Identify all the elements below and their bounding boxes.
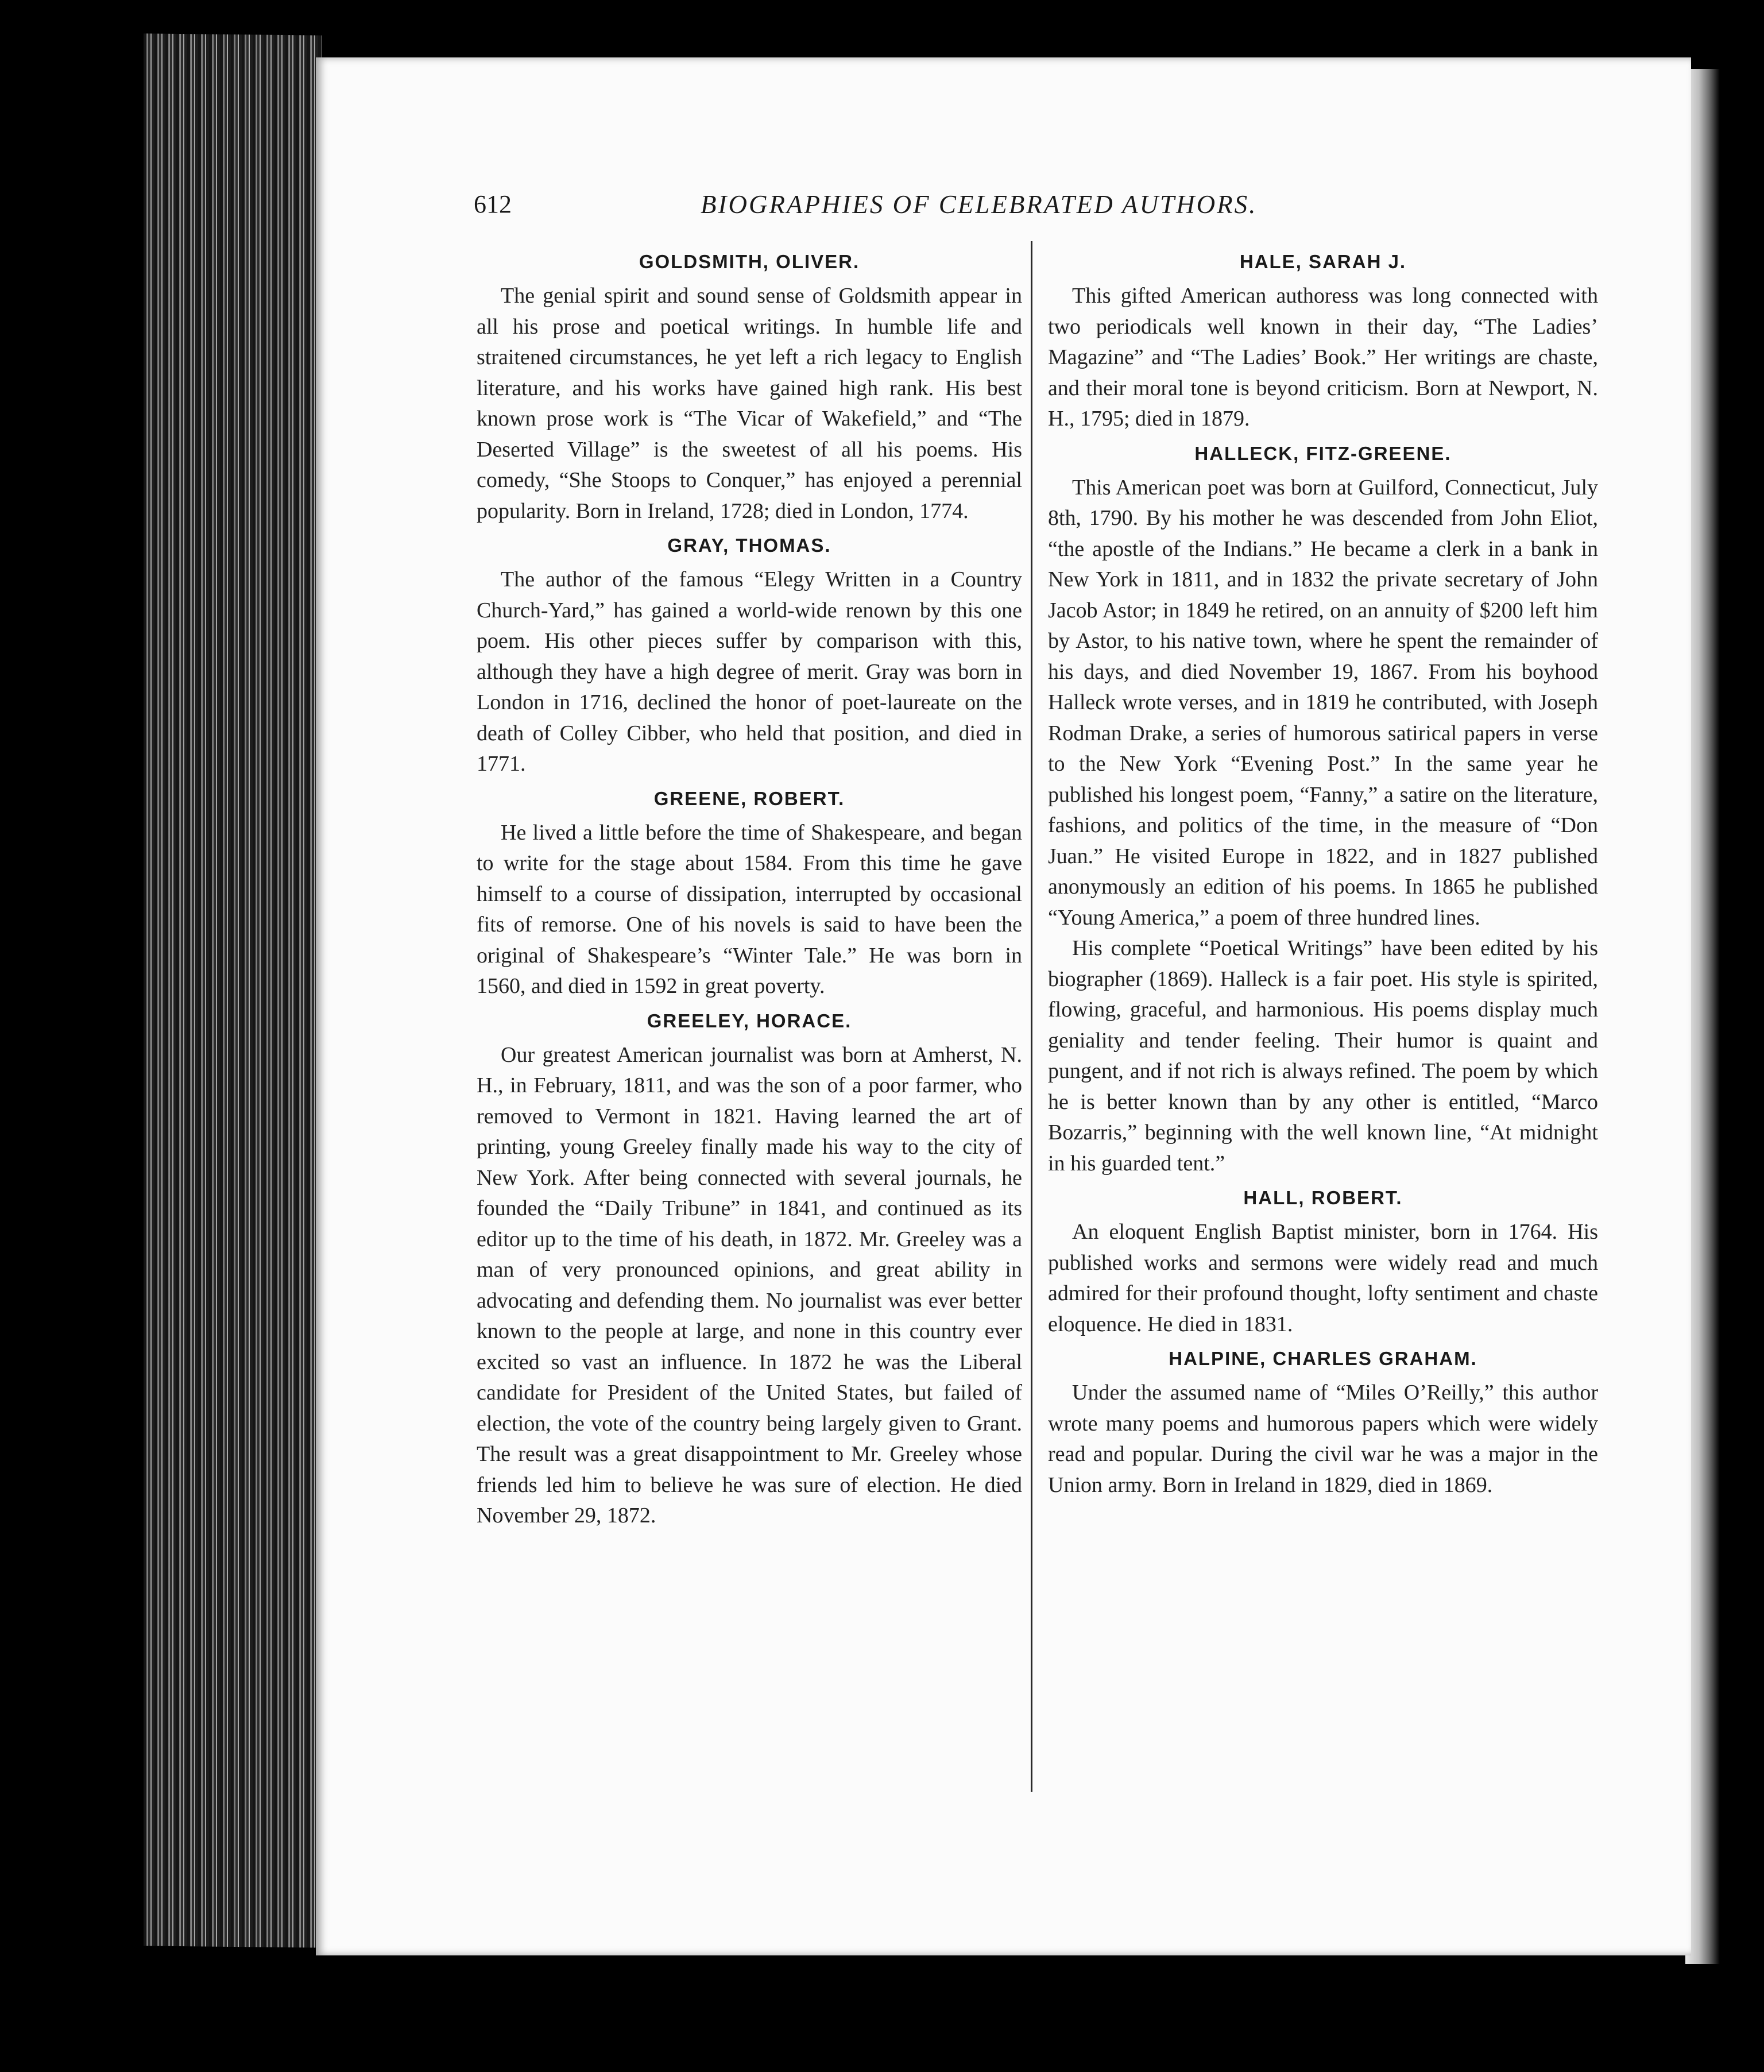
entry-text: Under the assumed name of “Miles O’Reilly,” this author wrote many poems and humorous papers which were widely read and popular. During the civil war he was a major in the Union army. Born in Ireland in 1829, died in 1869. (1048, 1381, 1598, 1497)
entry-hale (1048, 248, 1598, 435)
entry-text: The author of the famous “Elegy Written in a Country Church-Yard,” has gained a world-wide renown by this one poem. His other pieces suffer by comparison with this, although they have a high degree of merit. Gray was born in London in 1716, declined the honor of poet-laureate on the death of Colley Cibber, who held that position, and died in 1771. (477, 567, 1022, 776)
entry-heading: HALLECK, FITZ-GREENE. (1194, 442, 1452, 464)
entry-halleck (1048, 439, 1598, 1180)
entry-heading: HALE, SARAH J. (1239, 251, 1407, 272)
entry-heading: GRAY, THOMAS. (667, 535, 831, 556)
book-page-stack-edge (144, 33, 322, 1947)
page-header (474, 190, 1361, 241)
entry-text: This gifted American authoress was long connected with two periodicals well known in their day, “The Ladies’ Magazine” and “The Ladies’ Book.” Her writings are chaste, and their moral tone is beyond criticism. Born at Newport, N. H., 1795; died in 1879. (1048, 284, 1598, 431)
entry-text: This American poet was born at Guilford, Connecticut, July 8th, 1790. By his mother he was descended from John Eliot, “the apostle of the Indians.” He became a clerk in a bank in New York in 1811, and in 1832 the private secretary of John Jacob Astor; in 1849 he retired, on an annuity of $200 left him by Astor, to his native town, where he spent the remainder of his days, and died November 19, 1867. From his boyhood Halleck wrote verses, and in 1819 he contributed, with Joseph Rodman Drake, a series of humorous satirical papers in verse to the New York “Evening Post.” In the same year he published his longest poem, “Fanny,” a satire on the literature, fashions, and politics of the time, in the measure of “Don Juan.” He visited Europe in 1822, and in 1827 published anonymously an edition of his poems. In 1865 he published “Young America,” a poem of three hundred lines. (1048, 475, 1598, 930)
entry-text-continued: His complete “Poetical Writings” have been edited by his biographer (1869). Halleck is a fair poet. His style is spirited, flowing, graceful, and harmonious. His poems display much geniality and tender feeling. Their humor is quaint and pungent, and if not rich is always refined. The poem by which he is better known than by any other is entitled, “Marco Bozarris,” beginning with the well known line, “At midnight in his guarded tent.” (1048, 936, 1598, 1176)
entry-hall (1048, 1184, 1598, 1340)
entry-text: Our greatest American journalist was born at Amherst, N. H., in February, 1811, and was the son of a poor farmer, who removed to Vermont in 1821. Having learned the art of printing, young Greeley finally made his way to the city of New York. After being connected with several journals, he founded the “Daily Tribune” in 1841, and continued as its editor up to the time of his death, in 1872. Mr. Greeley was a man of very pronounced opinions, and great ability in advocating and defending them. No journalist was ever better known to the people at large, and none in this country ever excited so vast an influence. In 1872 he was the Liberal candidate for President of the United States, but failed of election, the vote of the country being largely given to Grant. The result was a great disappointment to Mr. Greeley whose friends led him to believe he was sure of election. He died November 29, 1872. (477, 1042, 1022, 1528)
right-column (1048, 244, 1598, 1505)
page-number: 612 (474, 190, 512, 218)
entry-text: The genial spirit and sound sense of Goldsmith appear in all his prose and poetical writings. In humble life and straitened circumstances, he yet left a rich legacy to English literature, and his works have gained high rank. His best known prose work is “The Vicar of Wakefield,” and “The Deserted Village” is the sweetest of all his poems. His comedy, “She Stoops to Conquer,” has enjoyed a perennial popularity. Born in Ireland, 1728; died in London, 1774. (477, 284, 1022, 523)
entry-heading: HALL, ROBERT. (1243, 1187, 1403, 1208)
entry-heading: GREELEY, HORACE. (647, 1010, 852, 1031)
entry-halpine (1048, 1344, 1598, 1501)
entry-text: An eloquent English Baptist minister, born in 1764. His published works and sermons were widely read and much admired for their profound thought, lofty sentiment and chaste eloquence. He died in 1831. (1048, 1220, 1598, 1336)
left-column (477, 244, 1022, 1536)
entry-greene (477, 784, 1022, 1002)
entry-goldsmith (477, 248, 1022, 527)
entry-gray (477, 531, 1022, 780)
column-divider (1031, 241, 1032, 1792)
entry-text: He lived a little before the time of Shakespeare, and began to write for the stage about 1584. From this time he gave himself to a course of dissipation, interrupted by occasional fits of remorse. One of his novels is said to have been the original of Shakespeare’s “Winter Tale.” He was born in 1560, and died in 1592 in great poverty. (477, 820, 1022, 998)
entry-heading: HALPINE, CHARLES GRAHAM. (1169, 1348, 1477, 1369)
running-title: BIOGRAPHIES OF CELEBRATED AUTHORS. (701, 190, 1258, 219)
entry-heading: GOLDSMITH, OLIVER. (639, 251, 860, 272)
entry-heading: GREENE, ROBERT. (653, 787, 845, 809)
entry-greeley (477, 1007, 1022, 1532)
